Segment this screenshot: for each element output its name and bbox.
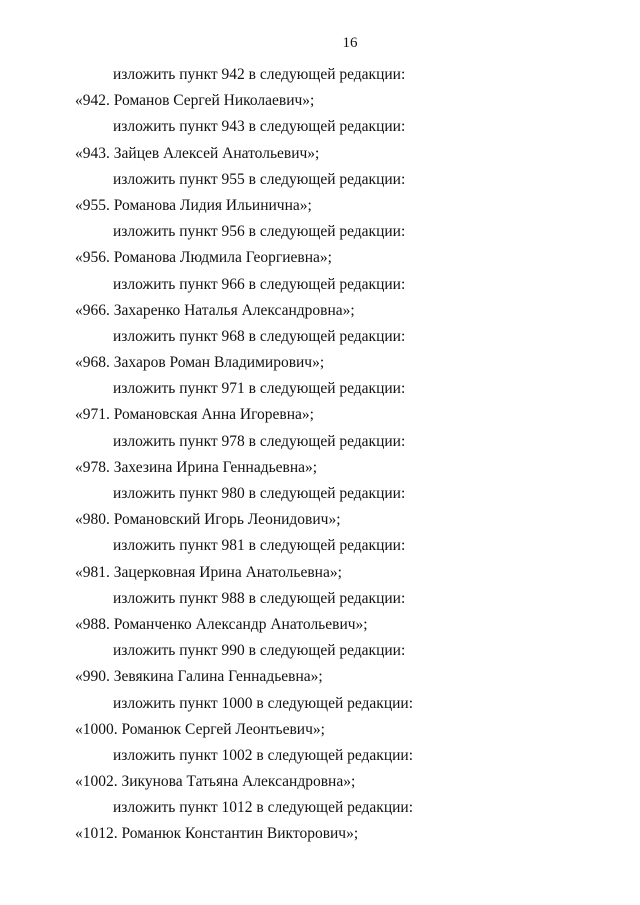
line-17: «980. Романовский Игорь Леонидович»; [75, 511, 341, 529]
line-24: изложить пункт 1000 в следующей редакции: [113, 694, 414, 712]
line-15: «978. Захезина Ирина Геннадьевна»; [75, 458, 318, 476]
line-14: изложить пункт 978 в следующей редакции: [113, 432, 406, 450]
line-16: изложить пункт 980 в следующей редакции: [113, 485, 406, 502]
line-3: «943. Зайцев Алексей Анатольевич»; [75, 144, 320, 162]
line-18: изложить пункт 981 в следующей редакции: [113, 537, 406, 555]
line-21: «988. Романченко Александр Анатольевич»; [75, 615, 368, 633]
line-5: «955. Романова Лидия Ильинична»; [75, 196, 312, 214]
line-29: «1012. Романюк Константин Викторович»; [75, 825, 359, 843]
line-10: изложить пункт 968 в следующей редакции: [113, 327, 406, 345]
line-25: «1000. Романюк Сергей Леонтьевич»; [75, 720, 325, 738]
line-26: изложить пункт 1002 в следующей редакции: [113, 746, 414, 764]
line-8: изложить пункт 966 в следующей редакции: [113, 275, 406, 293]
line-13: «971. Романовская Анна Игоревна»; [75, 406, 314, 424]
page-number: 16 [342, 35, 358, 51]
line-23: «990. Зевякина Галина Геннадьевна»; [75, 668, 323, 686]
line-0: изложить пункт 942 в следующей редакции: [113, 66, 406, 83]
document-body [0, 67, 640, 853]
line-11: «968. Захаров Роман Владимирович»; [75, 354, 325, 372]
line-7: «956. Романова Людмила Георгиевна»; [75, 249, 332, 267]
line-22: изложить пункт 990 в следующей редакции: [113, 642, 406, 660]
line-20: изложить пункт 988 в следующей редакции: [113, 589, 406, 607]
line-28: изложить пункт 1012 в следующей редакции: [113, 799, 414, 817]
line-19: «981. Зацерковная Ирина Анатольевна»; [75, 563, 342, 581]
line-12: изложить пункт 971 в следующей редакции: [113, 380, 406, 398]
line-4: изложить пункт 955 в следующей редакции: [113, 170, 406, 188]
line-27: «1002. Зикунова Татьяна Александровна»; [75, 773, 356, 791]
line-2: изложить пункт 943 в следующей редакции: [113, 118, 406, 136]
line-6: изложить пункт 956 в следующей редакции: [113, 223, 406, 241]
line-9: «966. Захаренко Наталья Александровна»; [75, 301, 355, 319]
line-1: «942. Романов Сергей Николаевич»; [75, 92, 315, 110]
